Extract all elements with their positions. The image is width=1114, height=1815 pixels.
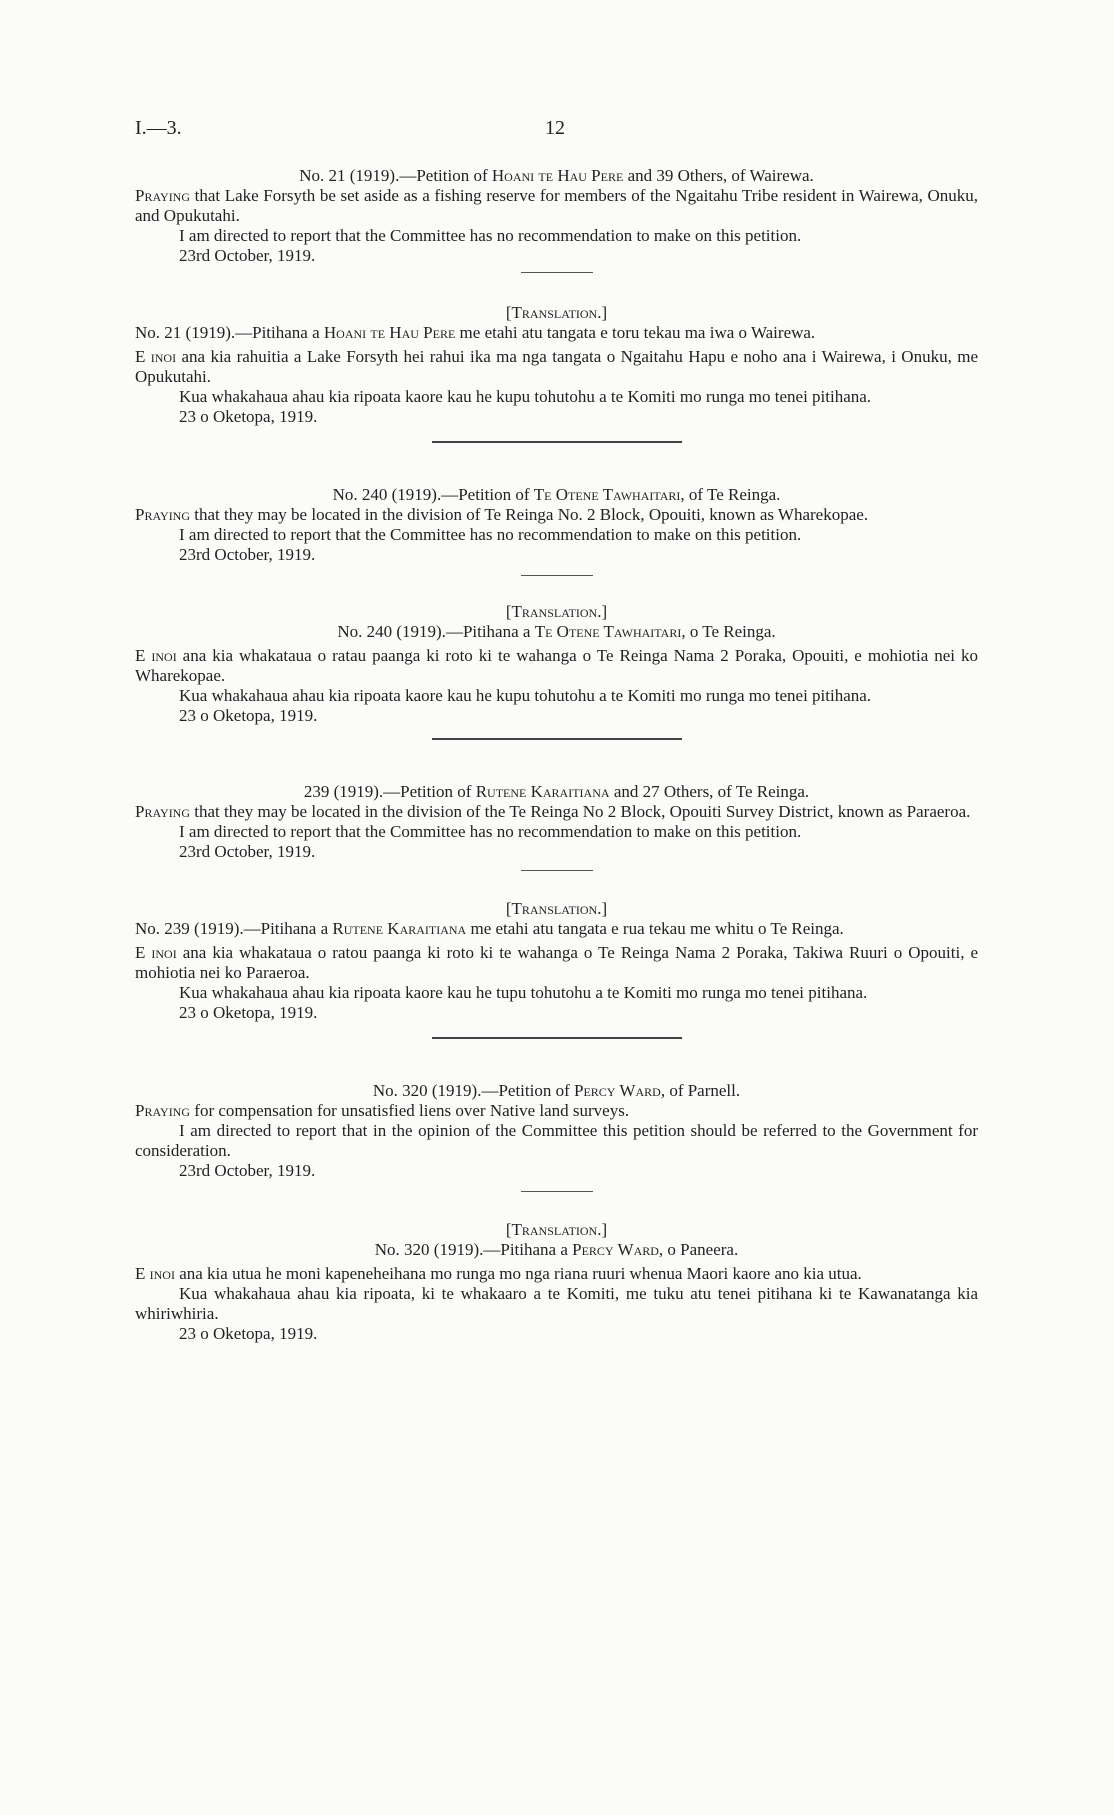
translation-date: 23 o Oketopa, 1919.: [179, 1003, 318, 1022]
praying-paragraph: Praying that Lake Forsyth be set aside as a fishing reserve for members of the Ngaitahu Tribe resident in Wairewa, Onuku, and Opukutahi.: [135, 186, 978, 225]
page-header: [135, 118, 975, 144]
page-number: 12: [545, 117, 565, 139]
petition-239: [135, 782, 978, 1039]
section-divider: [432, 441, 682, 443]
translation-title: No. 239 (1919).—Pitihana a Rutene Karaitiana me etahi atu tangata e rua tekau me whitu o Te Reinga.: [135, 919, 844, 938]
petition-title: No. 240 (1919).—Petition of Te Otene Tawhaitari, of Te Reinga.: [332, 485, 781, 504]
translation-report: Kua whakahaua ahau kia ripoata kaore kau he kupu tohutohu a te Komiti mo runga mo tenei pitihana.: [179, 387, 872, 406]
page-reference: I.—3.: [135, 117, 182, 139]
report-paragraph: I am directed to report that the Committee has no recommendation to make on this petition.: [179, 525, 802, 544]
section-divider: [432, 738, 682, 740]
petition-title: No. 21 (1919).—Petition of Hoani te Hau Pere and 39 Others, of Wairewa.: [299, 166, 814, 185]
inoi-paragraph: E inoi ana kia rahuitia a Lake Forsyth hei rahui ika ma nga tangata o Ngaitahu Hapu e noho ana i Wairewa, i Onuku, me Opukutahi.: [135, 347, 978, 386]
date-line: 23rd October, 1919.: [179, 842, 316, 861]
short-divider: [521, 870, 593, 871]
report-paragraph: I am directed to report that the Committee has no recommendation to make on this petition.: [179, 226, 802, 245]
translation-report: Kua whakahaua ahau kia ripoata, ki te whakaaro a te Komiti, me tuku atu tenei pitihana ki te Kawanatanga kia whiriwhiria.: [135, 1284, 978, 1323]
petition-title: No. 320 (1919).—Petition of Percy Ward, of Parnell.: [372, 1081, 741, 1100]
inoi-paragraph: E inoi ana kia whakataua o ratau paanga ki roto ki te wahanga o Te Reinga Nama 2 Poraka, Opouiti, e mohiotia nei ko Wharekopae.: [135, 646, 979, 685]
date-line: 23rd October, 1919.: [179, 1161, 316, 1180]
petitioner-name: Rutene Karaitiana: [475, 782, 610, 801]
short-divider: [521, 575, 593, 576]
date-line: 23rd October, 1919.: [179, 545, 316, 564]
translation-report: Kua whakahaua ahau kia ripoata kaore kau he kupu tohutohu a te Komiti mo runga mo tenei pitihana.: [179, 686, 872, 705]
translation-label: [Translation.]: [505, 303, 608, 322]
petitioner-name: Percy Ward: [574, 1081, 661, 1100]
inoi-paragraph: E inoi ana kia utua he moni kapeneheihana mo runga mo nga riana ruuri whenua Maori kaore ano kia utua.: [135, 1264, 862, 1283]
inoi-paragraph: E inoi ana kia whakataua o ratou paanga ki roto ki te wahanga o Te Reinga Nama 2 Poraka, Takiwa Ruuri o Opouiti, e mohiotia nei ko Paraeroa.: [135, 943, 978, 982]
petitioner-name: Hoani te Hau Pere: [491, 166, 624, 185]
praying-paragraph: Praying that they may be located in the division of the Te Reinga No 2 Block, Opouiti Survey District, known as Paraeroa.: [135, 802, 971, 821]
praying-paragraph: Praying that they may be located in the division of Te Reinga No. 2 Block, Opouiti, known as Wharekopae.: [135, 505, 869, 524]
translation-date: 23 o Oketopa, 1919.: [179, 1324, 318, 1343]
translation-title: No. 240 (1919).—Pitihana a Te Otene Tawhaitari, o Te Reinga.: [337, 622, 776, 641]
translation-title: No. 21 (1919).—Pitihana a Hoani te Hau Pere me etahi atu tangata e toru tekau ma iwa o Wairewa.: [135, 323, 816, 342]
praying-paragraph: Praying for compensation for unsatisfied liens over Native land surveys.: [135, 1101, 630, 1120]
translation-report: Kua whakahaua ahau kia ripoata kaore kau he tupu tohutohu a te Komiti mo runga mo tenei pitihana.: [179, 983, 868, 1002]
short-divider: [521, 1191, 593, 1192]
translation-label: [Translation.]: [505, 1220, 608, 1239]
section-divider: [432, 1037, 682, 1039]
petitioner-name: Te Otene Tawhaitari: [533, 485, 681, 504]
translation-title: No. 320 (1919).—Pitihana a Percy Ward, o Paneera.: [374, 1240, 739, 1259]
report-paragraph: I am directed to report that in the opinion of the Committee this petition should be referred to the Government for consideration.: [135, 1121, 978, 1160]
petition-title: 239 (1919).—Petition of Rutene Karaitiana and 27 Others, of Te Reinga.: [303, 782, 810, 801]
short-divider: [521, 272, 593, 273]
translation-label: [Translation.]: [505, 602, 608, 621]
report-paragraph: I am directed to report that the Committee has no recommendation to make on this petition.: [179, 822, 802, 841]
translation-label: [Translation.]: [505, 899, 608, 918]
date-line: 23rd October, 1919.: [179, 246, 316, 265]
translation-date: 23 o Oketopa, 1919.: [179, 407, 318, 426]
translation-date: 23 o Oketopa, 1919.: [179, 706, 318, 725]
petition-240: [135, 485, 978, 740]
page-content: [135, 166, 978, 1344]
petition-320: [135, 1081, 978, 1344]
petition-21: [135, 166, 978, 443]
